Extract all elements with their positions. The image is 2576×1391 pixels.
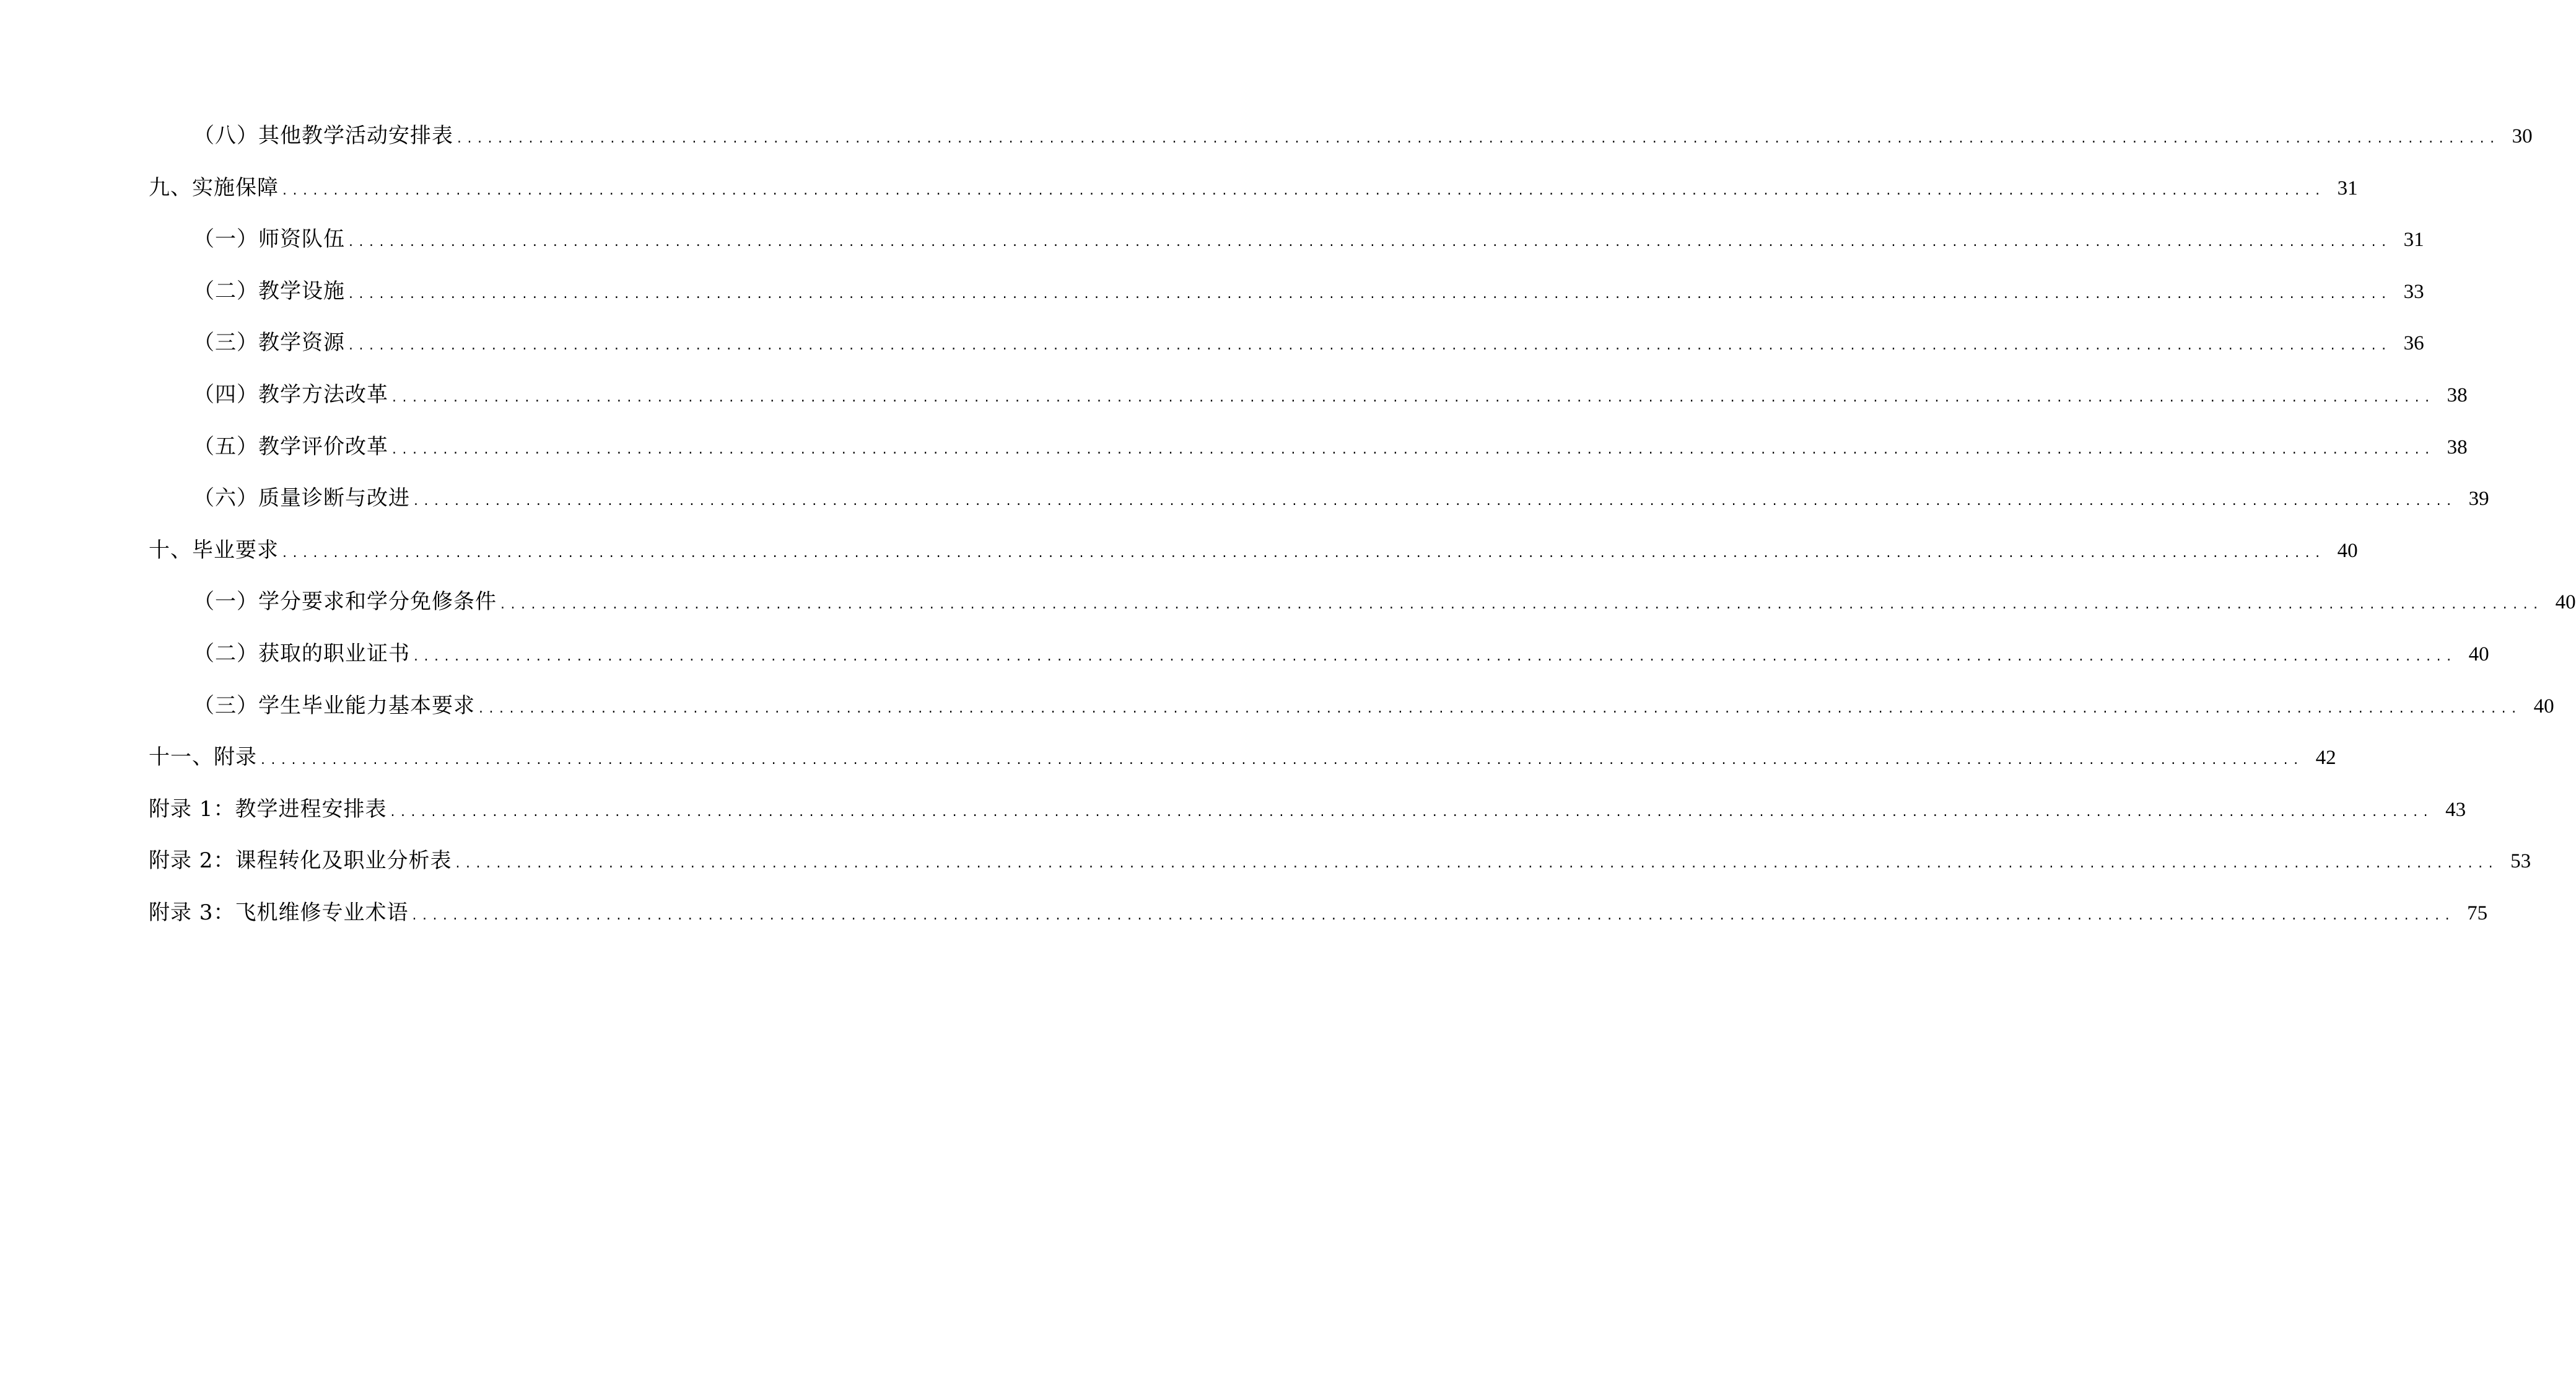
dot-leader: ........................................................................................................................................................................................................ bbox=[392, 441, 2435, 457]
toc-entry-page-number: 42 bbox=[2315, 747, 2336, 770]
toc-entry-title: （一）学分要求和学分免修条件 bbox=[193, 589, 497, 615]
toc-entry[interactable] bbox=[149, 693, 2554, 747]
toc-entry[interactable] bbox=[149, 382, 2468, 436]
toc-entry[interactable] bbox=[149, 641, 2489, 695]
toc-entry-page-number: 53 bbox=[2510, 850, 2531, 873]
toc-entry-title: （六）质量诊断与改进 bbox=[193, 486, 410, 511]
toc-entry-title: （三）学生毕业能力基本要求 bbox=[193, 693, 475, 718]
toc-entry[interactable] bbox=[149, 848, 2531, 902]
toc-entry[interactable] bbox=[149, 537, 2358, 592]
toc-entry-title: （八）其他教学活动安排表 bbox=[193, 123, 453, 148]
toc-entry-title: 附录 2：课程转化及职业分析表 bbox=[149, 848, 452, 874]
toc-entry[interactable] bbox=[149, 486, 2489, 540]
dot-leader: ........................................................................................................................................................................................................ bbox=[282, 182, 2326, 198]
toc-entry-page-number: 40 bbox=[2555, 591, 2576, 614]
toc-entry-title: 十、毕业要求 bbox=[149, 537, 279, 563]
toc-entry[interactable] bbox=[149, 589, 2576, 643]
toc-entry[interactable] bbox=[149, 796, 2466, 851]
toc-entry-title: 附录 3：飞机维修专业术语 bbox=[149, 900, 409, 925]
toc-entry-title: （四）教学方法改革 bbox=[193, 382, 388, 407]
toc-entry[interactable] bbox=[149, 900, 2488, 954]
dot-leader: ........................................................................................................................................................................................................ bbox=[349, 234, 2392, 250]
toc-entry-page-number: 38 bbox=[2447, 384, 2468, 406]
toc-entry[interactable] bbox=[149, 330, 2424, 384]
toc-entry-page-number: 31 bbox=[2403, 229, 2424, 252]
toc-entry-page-number: 75 bbox=[2467, 902, 2488, 924]
dot-leader: ........................................................................................................................................................................................................ bbox=[349, 338, 2392, 354]
toc-entry-page-number: 40 bbox=[2533, 695, 2554, 717]
toc-entry[interactable] bbox=[149, 745, 2336, 799]
dot-leader: ........................................................................................................................................................................................................ bbox=[479, 700, 2522, 716]
toc-entry-title: 附录 1：教学进程安排表 bbox=[149, 796, 387, 822]
table-of-contents bbox=[149, 123, 2576, 954]
dot-leader: ........................................................................................................................................................................................................ bbox=[457, 131, 2500, 146]
toc-entry-page-number: 40 bbox=[2337, 539, 2358, 562]
toc-entry-page-number: 30 bbox=[2512, 125, 2533, 147]
toc-entry-page-number: 43 bbox=[2445, 798, 2466, 821]
toc-entry[interactable] bbox=[149, 123, 2533, 177]
dot-leader: ........................................................................................................................................................................................................ bbox=[282, 545, 2326, 561]
toc-entry-page-number: 33 bbox=[2403, 280, 2424, 303]
toc-entry-title: （二）教学设施 bbox=[193, 278, 345, 304]
dot-leader: ........................................................................................................................................................................................................ bbox=[455, 856, 2499, 872]
dot-leader: ........................................................................................................................................................................................................ bbox=[414, 648, 2457, 664]
toc-entry-page-number: 31 bbox=[2337, 177, 2358, 200]
toc-entry-title: 九、实施保障 bbox=[149, 175, 279, 200]
dot-leader: ........................................................................................................................................................................................................ bbox=[349, 286, 2392, 302]
toc-entry-page-number: 38 bbox=[2447, 436, 2468, 459]
dot-leader: ........................................................................................................................................................................................................ bbox=[392, 389, 2435, 405]
dot-leader: ........................................................................................................................................................................................................ bbox=[500, 597, 2544, 613]
dot-leader: ........................................................................................................................................................................................................ bbox=[390, 804, 2434, 820]
toc-entry-page-number: 39 bbox=[2468, 488, 2489, 511]
toc-entry[interactable] bbox=[149, 175, 2358, 229]
toc-entry-title: （二）获取的职业证书 bbox=[193, 641, 410, 666]
toc-entry-page-number: 36 bbox=[2403, 332, 2424, 355]
toc-entry-title: 十一、附录 bbox=[149, 745, 257, 770]
toc-entry-title: （五）教学评价改革 bbox=[193, 434, 388, 459]
dot-leader: ........................................................................................................................................................................................................ bbox=[414, 493, 2457, 509]
toc-entry-page-number: 40 bbox=[2468, 643, 2489, 665]
toc-entry[interactable] bbox=[149, 227, 2424, 281]
toc-entry[interactable] bbox=[149, 278, 2424, 333]
toc-entry-title: （三）教学资源 bbox=[193, 330, 345, 356]
toc-entry[interactable] bbox=[149, 434, 2468, 488]
toc-entry-title: （一）师资队伍 bbox=[193, 227, 345, 252]
dot-leader: ........................................................................................................................................................................................................ bbox=[261, 752, 2304, 768]
dot-leader: ........................................................................................................................................................................................................ bbox=[412, 907, 2456, 923]
